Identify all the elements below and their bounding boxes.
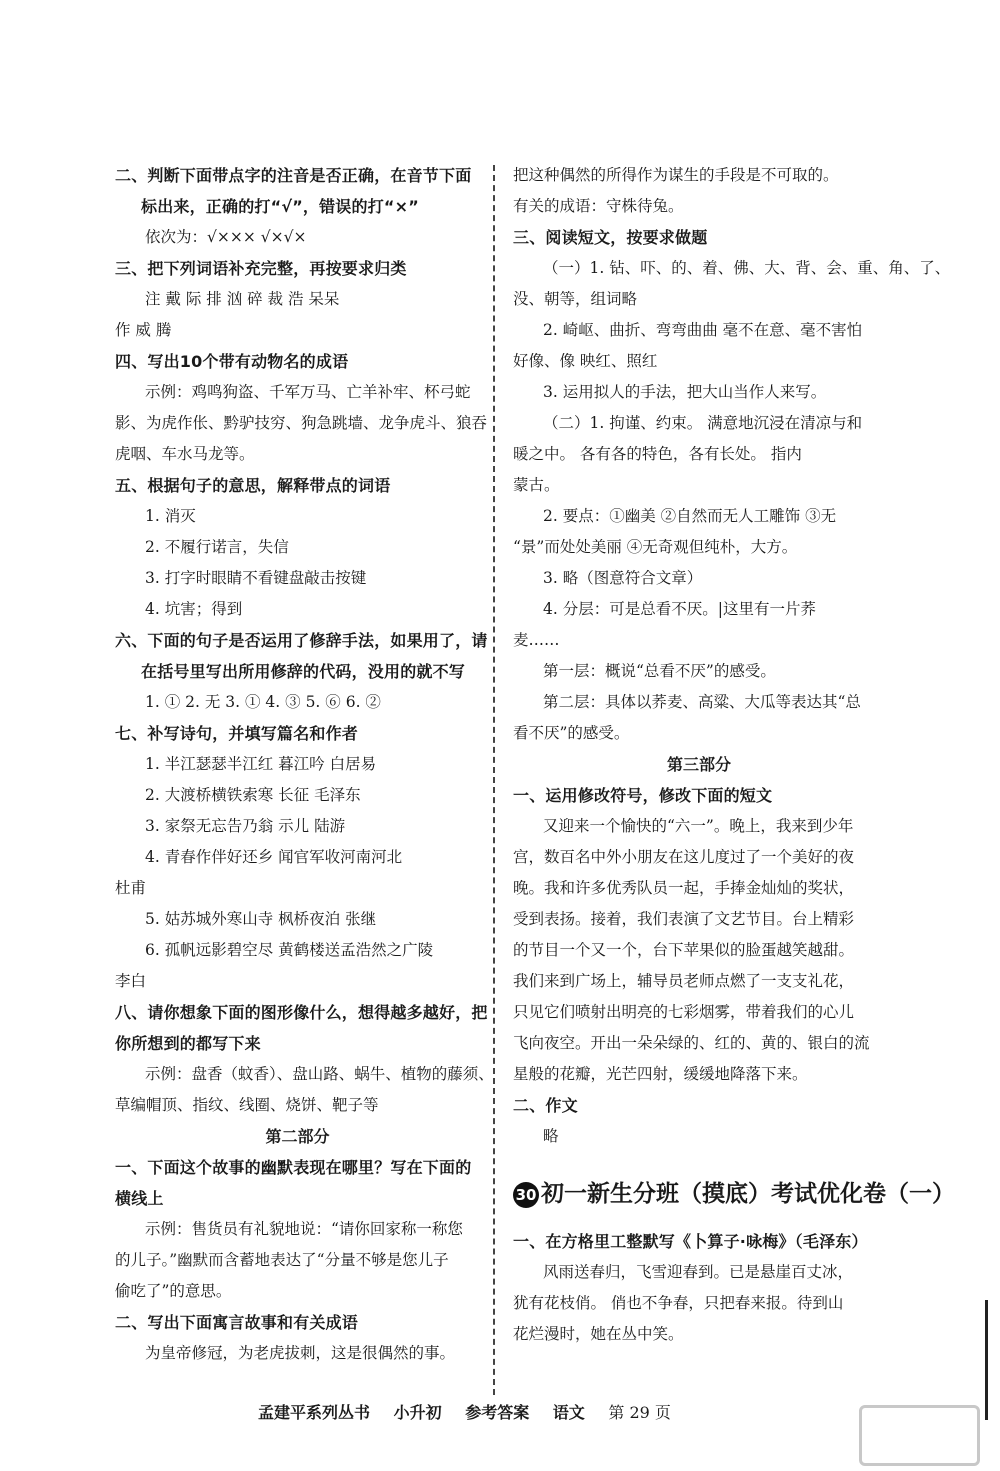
answer-line: 受到表扬。接着，我们表演了文艺节目。台上精彩 [513, 910, 855, 928]
section-heading: 四、写出10个带有动物名的成语 [115, 352, 349, 371]
answer-line: 4. 分层：可是总看不厌。|这里有一片荞 [543, 600, 816, 618]
answer-line: 宫，数百名中外小朋友在这儿度过了一个美好的夜 [513, 848, 855, 866]
answer-line: 3. 家祭无忘告乃翁 示儿 陆游 [145, 817, 346, 835]
answer-line: 影、为虎作伥、黔驴技穷、狗急跳墙、龙争虎斗、狼吞 [115, 414, 488, 432]
answer-line: 5. 姑苏城外寒山寺 枫桥夜泊 张继 [145, 910, 377, 928]
section-heading: 六、下面的句子是否运用了修辞手法，如果用了，请 [115, 631, 488, 650]
section-heading: 二、判断下面带点字的注音是否正确，在音节下面 [115, 166, 472, 185]
section-heading: 一、在方格里工整默写《卜算子·咏梅》（毛泽东） [513, 1232, 868, 1251]
answer-line: 3. 打字时眼睛不看键盘敲击按键 [145, 569, 367, 587]
exam-title-text: 初一新生分班（摸底）考试优化卷（一） [541, 1180, 955, 1207]
answer-line: 的儿子。”幽默而含蓄地表达了“分量不够是您儿子 [115, 1251, 449, 1269]
footer-page-number: 第 29 页 [608, 1403, 671, 1422]
answer-line: 我们来到广场上，辅导员老师点燃了一支支礼花， [513, 972, 855, 990]
answer-line: 示例：盘香（蚊香）、盘山路、蜗牛、植物的藤须、 [145, 1065, 494, 1083]
answer-line: 星般的花瓣，光芒四射，缓缓地降落下来。 [513, 1065, 808, 1083]
exam-number-badge: 30 [513, 1182, 539, 1208]
answer-line: 晚。我和许多优秀队员一起，手捧金灿灿的奖状， [513, 879, 855, 897]
spacer [513, 1218, 885, 1226]
answer-line: 第二层：具体以荞麦、高粱、大瓜等表达其“总 [543, 693, 861, 711]
answer-line: 花烂漫时，她在丛中笑。 [513, 1325, 684, 1343]
answer-line: 把这种偶然的所得作为谋生的手段是不可取的。 [513, 166, 839, 184]
section-heading: 五、根据句子的意思，解释带点的词语 [115, 476, 391, 495]
section-heading: 二、写出下面寓言故事和有关成语 [115, 1313, 359, 1332]
answer-line: 依次为：√××× √×√× [145, 228, 307, 246]
section-heading: 你所想到的都写下来 [115, 1034, 261, 1053]
right-column [513, 160, 955, 1350]
section-heading: 横线上 [115, 1189, 164, 1208]
answer-line: 3. 略（图意符合文章） [543, 569, 703, 587]
answer-line: 只见它们喷射出明亮的七彩烟雾，带着我们的心儿 [513, 1003, 855, 1021]
answer-line: 的节目一个又一个，台下苹果似的脸蛋越笑越甜。 [513, 941, 855, 959]
answer-line: 蒙古。 [513, 476, 560, 494]
answer-line: 李白 [115, 972, 147, 990]
exam-title [513, 1170, 955, 1218]
answer-line: 2. 崎岖、曲折、弯弯曲曲 毫不在意、毫不害怕 [543, 321, 863, 339]
footer-subject: 语文 [552, 1403, 585, 1422]
answer-line: 示例：鸡鸣狗盗、千军万马、亡羊补牢、杯弓蛇 [145, 383, 471, 401]
answer-line: 2. 不履行诺言，失信 [145, 538, 289, 556]
answer-line: 2. 大渡桥横铁索寒 长征 毛泽东 [145, 786, 361, 804]
section-heading: 一、运用修改符号，修改下面的短文 [513, 786, 773, 805]
answer-line: 1. 消灭 [145, 507, 196, 525]
answer-line: 没、朝等，组词略 [513, 290, 638, 308]
answer-line: “景”而处处美丽 ④无奇观但纯朴，大方。 [513, 538, 798, 556]
answer-line: 第一层：概说“总看不厌”的感受。 [543, 662, 776, 680]
answer-line: 2. 要点：①幽美 ②自然而无人工雕饰 ③无 [543, 507, 837, 525]
section-heading: 八、请你想象下面的图形像什么，想得越多越好，把 [115, 1003, 488, 1022]
answer-line: 3. 运用拟人的手法，把大山当作人来写。 [543, 383, 827, 401]
footer-level: 小升初 [393, 1403, 442, 1422]
answer-line: 4. 坑害；得到 [145, 600, 243, 618]
answer-line: 看不厌”的感受。 [513, 724, 630, 742]
answer-line: 麦…… [513, 631, 560, 649]
footer-answers: 参考答案 [465, 1403, 530, 1422]
section-heading: 七、补写诗句，并填写篇名和作者 [115, 724, 359, 743]
answer-line: 好像、像 映红、照红 [513, 352, 658, 370]
column-divider [493, 165, 495, 1395]
answer-line: 略 [543, 1127, 559, 1145]
watermark-logo [859, 1405, 980, 1466]
page-edge-mark [985, 1300, 988, 1420]
answer-line: （一）1. 钻、吓、的、着、佛、大、背、会、重、角、了、 [543, 259, 951, 277]
answer-line: 又迎来一个愉快的“六一”。晚上，我来到少年 [543, 817, 854, 835]
answer-line: 风雨送春归，飞雪迎春到。已是悬崖百丈冰， [543, 1263, 854, 1281]
answer-line: 1. ① 2. 无 3. ① 4. ③ 5. ⑥ 6. ② [145, 693, 381, 711]
page-footer [258, 1400, 689, 1423]
footer-series: 孟建平系列丛书 [258, 1403, 371, 1422]
answer-line: 1. 半江瑟瑟半江红 暮江吟 白居易 [145, 755, 377, 773]
answer-line: 4. 青春作伴好还乡 闻官军收河南河北 [145, 848, 403, 866]
section-heading: 标出来，正确的打“√”，错误的打“×” [141, 197, 419, 216]
section-heading: 第二部分 [265, 1127, 330, 1146]
section-heading: 三、阅读短文，按要求做题 [513, 228, 708, 247]
answer-line: 暖之中。 各有各的特色，各有长处。 指内 [513, 445, 802, 463]
section-heading: 一、下面这个故事的幽默表现在哪里？写在下面的 [115, 1158, 472, 1177]
answer-line: 6. 孤帆远影碧空尽 黄鹤楼送孟浩然之广陵 [145, 941, 434, 959]
answer-line: 作 威 腾 [115, 321, 172, 339]
section-heading: 三、把下列词语补充完整，再按要求归类 [115, 259, 407, 278]
section-heading: 二、作文 [513, 1096, 578, 1115]
section-heading: 第三部分 [666, 755, 731, 774]
answer-line: （二）1. 拘谨、约束。 满意地沉浸在清凉与和 [543, 414, 863, 432]
answer-line: 偷吃了”的意思。 [115, 1282, 232, 1300]
answer-line: 示例：售货员有礼貌地说：“请你回家称一称您 [145, 1220, 463, 1238]
answer-line: 犹有花枝俏。 俏也不争春，只把春来报。待到山 [513, 1294, 844, 1312]
answer-line: 杜甫 [115, 879, 147, 897]
section-heading: 在括号里写出所用修辞的代码，没用的就不写 [141, 662, 466, 681]
answer-line: 飞向夜空。开出一朵朵绿的、红的、黄的、银白的流 [513, 1034, 870, 1052]
answer-line: 虎咽、车水马龙等。 [115, 445, 255, 463]
answer-line: 有关的成语：守株待兔。 [513, 197, 684, 215]
answer-line: 注 戴 际 排 汹 碎 裁 浩 呆呆 [145, 290, 340, 308]
answer-line: 为皇帝修冠，为老虎拔刺，这是很偶然的事。 [145, 1344, 456, 1362]
spacer [513, 1152, 885, 1170]
answer-line: 草编帽顶、指纹、线圈、烧饼、靶子等 [115, 1096, 379, 1114]
left-column [115, 160, 494, 1369]
